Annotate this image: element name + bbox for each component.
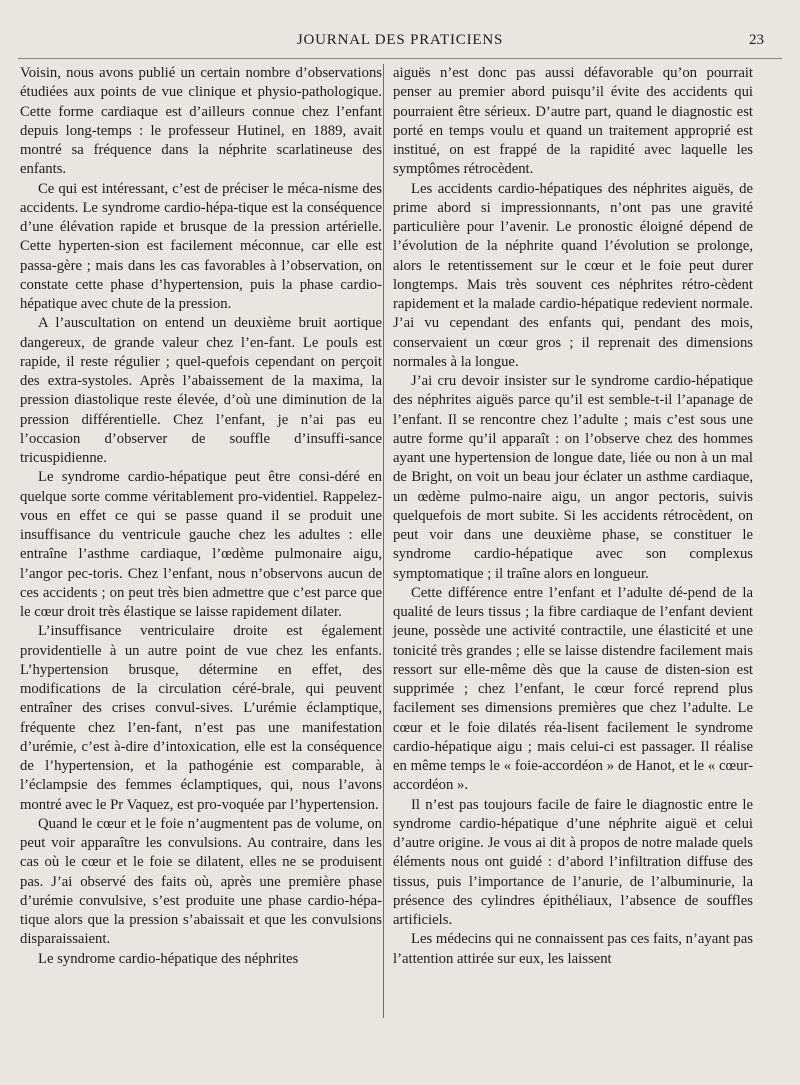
- paragraph: Les accidents cardio-hépatiques des néphrites aiguës, de prime abord si impressionnants, n’ont pas une gravité particulière pour l’avenir. Le pronostic éloigné dépend de l’évolution de la néphrite quand l’évolution se prolonge, alors le retentissement sur le cœur et le foie peut durer longtemps. Mais très souvent ces néphrites rétro-cèdent rapidement et la malade cardio-hépatique redevient normale. J’ai vu cependant des enfants qui, pendant des mois, conservaient un cœur gros ; il reprenait des dimensions normales à la longue.: [393, 180, 753, 370]
- paragraph: Le syndrome cardio-hépatique peut être consi-déré en quelque sorte comme véritablement pro-videntiel. Rappelez-vous en effet ce qui se passe quand il se produit une insuffisance du ventricule gauche chez les adultes : elle entraîne l’asthme cardiaque, l’œdème pulmonaire aigu, l’angor pec-toris. Chez l’enfant, nous n’observons aucun de ces accidents ; on peut très bien admettre que c’est parce que le cœur droit très élastique se laisse rapidement dilater.: [20, 469, 382, 620]
- right-column: [393, 64, 753, 969]
- paragraph: Le syndrome cardio-hépatique des néphrites: [38, 950, 299, 967]
- paragraph: J’ai cru devoir insister sur le syndrome cardio-hépatique des néphrites aiguës parce qu’il est semble-t-il l’apanage de l’enfant. Il se rencontre chez l’adulte ; mais c’est sous une autre forme qu’il apparaît : on l’observe chez des hommes ayant une hypertension de longue date, liée ou non à un mal de Bright, on voit un beau jour éclater un asthme cardiaque, un œdème pulmo-naire aigu, un angor pectoris, suivis quelquefois de mort subite. Si les accidents rétrocèdent, on peut voir dans une deuxième phase, se constituer le syndrome cardio-hépatique avec son complexus symptomatique ; il traîne alors en longueur.: [393, 373, 753, 582]
- paragraph: Ce qui est intéressant, c’est de préciser le méca-nisme des accidents. Le syndrome cardio-hépa-tique est la conséquence d’une élévation rapide et brusque de la pression artérielle. Cette hyperten-sion est facilement méconnue, car elle est passa-gère ; mais dans les cas favorables à l’observation, on constate cette phase d’hypertension, puis la phase cardio-hépatique avec chute de la pression.: [20, 180, 382, 312]
- paragraph: Il n’est pas toujours facile de faire le diagnostic entre le syndrome cardio-hépatique d’une néphrite aiguë et celui d’autre origine. Je vous ai dit à propos de notre malade quels éléments nous ont guidé : d’abord l’infiltration diffuse des tissus, puis l’importance de l’anurie, de l’albuminurie, la présence des cylindres épithéliaux, l’absence de souffles artificiels.: [393, 796, 753, 928]
- paragraph: Quand le cœur et le foie n’augmentent pas de volume, on peut voir apparaître les convulsions. Au contraire, dans les cas où le cœur et le foie se dilatent, elles ne se produisent pas. J’ai observé des faits où, après une première phase d’urémie convulsive, s’est produite une phase cardio-hépa-tique alors que la pression s’abaissait et que les convulsions disparaissaient.: [20, 815, 382, 948]
- page-number: 23: [749, 32, 764, 48]
- paragraph: Cette différence entre l’enfant et l’adulte dé-pend de la qualité de leurs tissus ; la fibre cardiaque de l’enfant devient jeune, possède une activité contractile, une élasticité et une tonicité très grandes ; elle se laisse distendre facilement mais ressort sur elle-même dès que la cause de disten-sion est supprimée ; chez l’enfant, le cœur forcé reprend plus facilement ses dimensions premières que chez l’adulte. Le cœur et le foie dilatés réa-lisent facilement le syndrome cardio-hépatique aigu ; mais celui-ci est passager. Il réalise en même temps le « foie-accordéon » de Hanot, et le « cœur-accordéon ».: [393, 584, 753, 794]
- left-column: [20, 64, 382, 969]
- paragraph: Les médecins qui ne connaissent pas ces faits, n’ayant pas l’attention attirée sur eux, les laissent: [393, 931, 753, 967]
- header-rule: [18, 58, 782, 59]
- running-header: [0, 32, 800, 56]
- paragraph: L’insuffisance ventriculaire droite est également providentielle à un autre point de vue chez les enfants. L’hypertension brusque, détermine en effet, des modifications de la circulation céré-brale, qui peuvent entraîner des crises convul-sives. L’urémie éclamptique, fréquente chez l’en-fant, n’est pas une manifestation d’urémie, c’est à-dire d’intoxication, elle est la conséquence de l’hypertension, et la pathogénie est comparable, à l’éclampsie des femmes éclamptiques, qui, nous l’avons montré avec le Pr Vaquez, est pro-voquée par l’hypertension.: [20, 623, 382, 813]
- column-divider: [383, 64, 384, 1018]
- paragraph: Voisin, nous avons publié un certain nombre d’observations étudiées aux points de vue clinique et physio-pathologique. Cette forme cardiaque est d’ailleurs connue chez l’enfant depuis long-temps : le professeur Hutinel, en 1889, avait montré sa fréquence dans la néphrite scarlatineuse des enfants.: [20, 65, 382, 178]
- paragraph: aiguës n’est donc pas aussi défavorable qu’on pourrait penser au premier abord puisqu’il évite des accidents qui pourraient être sérieux. D’autre part, quand le diagnostic est porté en temps voulu et quand un traitement approprié est institué, on est frappé de la rapidité avec laquelle les symptômes rétrocèdent.: [393, 65, 753, 178]
- journal-title: JOURNAL DES PRATICIENS: [296, 32, 504, 48]
- paragraph: A l’auscultation on entend un deuxième bruit aortique dangereux, de grande valeur chez l’en-fant. Le pouls est rapide, il reste régulier ; quel-quefois cependant on perçoit des extra-systoles. Après l’abaissement de la maxima, la pression diastolique reste élevée, d’où une diminution de la pression différentielle. Chez l’enfant, je n’ai pas eu l’occasion d’observer de souffle d’insuffi-sance tricuspidienne.: [20, 315, 382, 466]
